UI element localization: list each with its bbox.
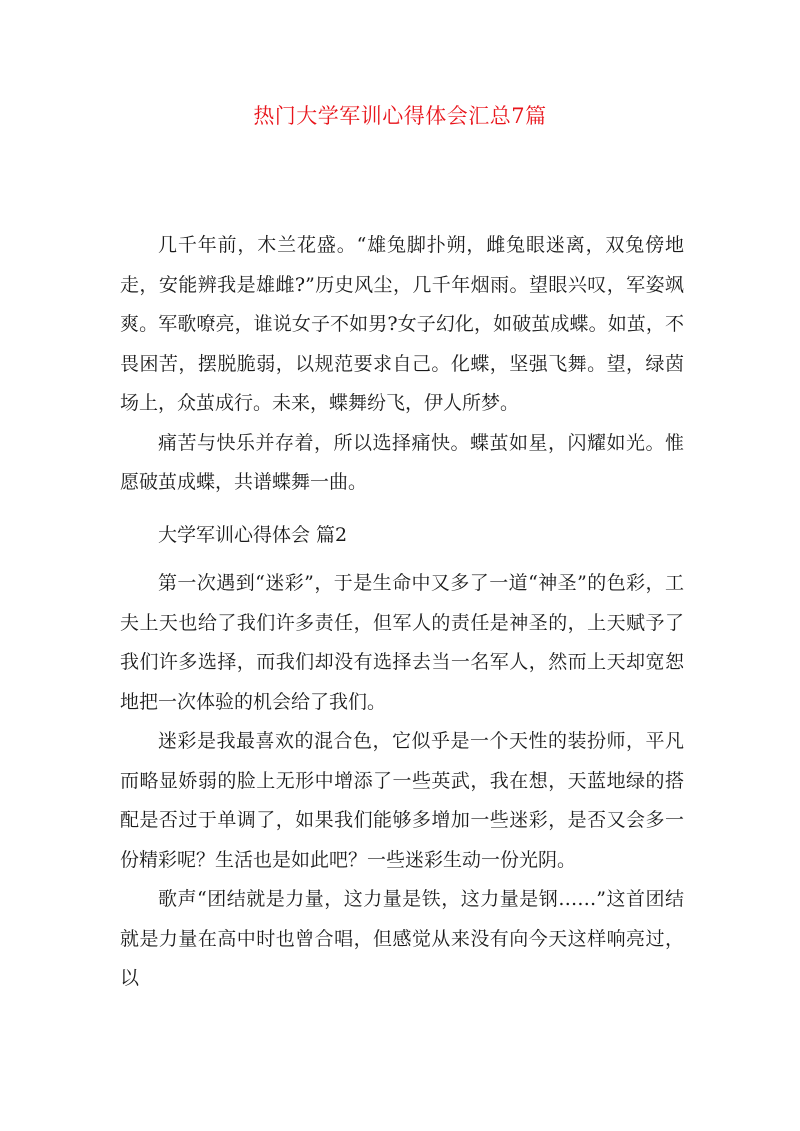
section-2	[120, 564, 684, 999]
section-subheading: 大学军训心得体会 篇2	[158, 524, 348, 546]
paragraph: 几千年前，木兰花盛。“雄兔脚扑朔，雌兔眼迷离，双兔傍地走，安能辨我是雄雌?”历史风尘，几千年烟雨。望眼兴叹，军姿飒爽。军歌嘹亮，谁说女子不如男?女子幻化，如破茧成蝶。如茧，不畏困苦，摆脱脆弱，以规范要求自己。化蝶，坚强飞舞。望，绿茵场上，众茧成行。未来，蝶舞纷飞，伊人所梦。	[120, 234, 684, 414]
section-1	[120, 226, 684, 503]
document-title: 热门大学军训心得体会汇总7篇	[253, 104, 547, 128]
paragraph: 歌声“团结就是力量，这力量是铁，这力量是钢……”这首团结就是力量在高中时也曾合唱，但感觉从来没有向今天这样响亮过，以	[120, 888, 684, 989]
paragraph: 第一次遇到“迷彩”，于是生命中又多了一道“神圣”的色彩，工夫上天也给了我们许多责任，但军人的责任是神圣的，上天赋予了我们许多选择，而我们却没有选择去当一名军人，然而上天却宽恕地把一次体验的机会给了我们。	[120, 572, 684, 713]
paragraph: 痛苦与快乐并存着，所以选择痛快。蝶茧如星，闪耀如光。惟愿破茧成蝶，共谱蝶舞一曲。	[120, 431, 684, 493]
paragraph: 迷彩是我最喜欢的混合色，它似乎是一个天性的装扮师，平凡而略显娇弱的脸上无形中增添了一些英武，我在想，天蓝地绿的搭配是否过于单调了，如果我们能够多增加一些迷彩，是否又会多一份精彩呢？生活也是如此吧？一些迷彩生动一份光阴。	[120, 730, 684, 871]
